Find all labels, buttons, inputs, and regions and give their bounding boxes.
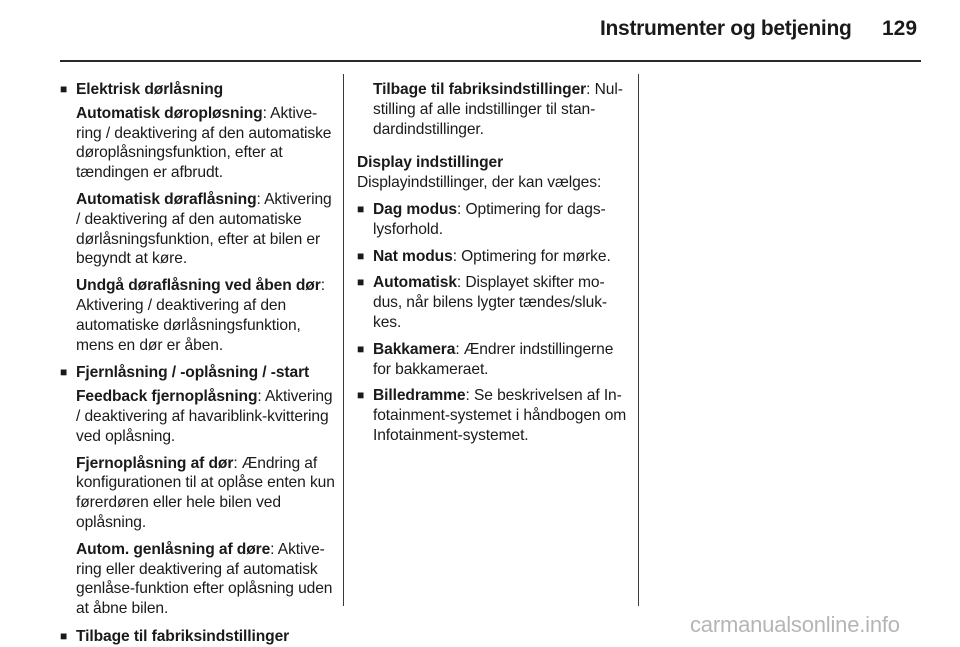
setting-description: : Optimering for dagslysforhold. bbox=[373, 200, 606, 238]
bullet-square-icon: ■ bbox=[60, 365, 68, 380]
setting-description: : Aktivering / deaktivering af havariblink-kvittering ved oplåsning. bbox=[76, 388, 333, 445]
column-left bbox=[60, 80, 336, 647]
header-divider bbox=[60, 60, 921, 62]
section-title: Tilbage til fabriksindstillinger bbox=[76, 627, 290, 645]
setting-description: : Aktivering / deaktivering af den automatiske døroplåsningsfunktion, efter at tændingen er afbrudt. bbox=[76, 104, 332, 182]
setting-description: : Displayet skifter modus, når bilens lygter tændes/slukkes. bbox=[373, 274, 608, 331]
list-item bbox=[357, 247, 627, 267]
setting-description: : Se beskrivelsen af Infotainment-systemet i håndbogen om Infotainment-systemet. bbox=[373, 387, 627, 444]
page-number: 129 bbox=[882, 17, 918, 40]
setting-term: Automatisk døropløsning bbox=[76, 104, 263, 122]
list-item bbox=[357, 273, 627, 332]
setting-description: : Aktivering / deaktivering af den automatiske dørlåsningsfunktion, mens en dør er åben. bbox=[76, 277, 325, 354]
setting-term: Dag modus bbox=[373, 200, 458, 218]
section-intro: Displayindstillinger, der kan vælges: bbox=[357, 174, 602, 192]
setting-item bbox=[76, 276, 336, 355]
setting-item bbox=[373, 80, 627, 139]
setting-term: Automatisk døraflåsning bbox=[76, 190, 257, 208]
bullet-square-icon: ■ bbox=[357, 201, 365, 216]
column-divider-left bbox=[343, 74, 344, 606]
setting-description: : Aktivering eller deaktivering af automatisk genlåse-funktion efter oplåsning uden at åbne bilen. bbox=[76, 540, 333, 618]
bullet-square-icon: ■ bbox=[60, 82, 68, 96]
watermark: carmanualsonline.info bbox=[690, 612, 900, 637]
list-item bbox=[357, 200, 627, 240]
setting-term: Feedback fjernoplåsning bbox=[76, 388, 258, 406]
bullet-square-icon: ■ bbox=[357, 248, 365, 263]
column-middle bbox=[357, 80, 627, 446]
column-divider-right bbox=[638, 74, 639, 606]
setting-term: Billedramme bbox=[373, 387, 466, 405]
setting-term: Automatisk bbox=[373, 274, 457, 292]
setting-item bbox=[76, 454, 336, 533]
section-factory-reset bbox=[60, 627, 336, 647]
setting-description: : Ændrer indstillingerne for bakkameraet. bbox=[373, 340, 614, 378]
section-door-locking bbox=[60, 80, 336, 355]
setting-item bbox=[76, 190, 336, 269]
bullet-square-icon: ■ bbox=[357, 341, 365, 356]
setting-term: Nat modus bbox=[373, 247, 453, 265]
list-item bbox=[357, 340, 627, 380]
section-title: Elektrisk dørlåsning bbox=[76, 81, 224, 98]
setting-term: Autom. genlåsning af døre bbox=[76, 540, 271, 558]
section-title: Display indstillinger bbox=[357, 154, 504, 172]
setting-term: Undgå døraflåsning ved åben dør bbox=[76, 277, 321, 295]
setting-item bbox=[76, 540, 336, 619]
setting-description: : Aktivering / deaktivering af den automatiske dørlåsningsfunktion, efter at bilen er begyndt at køre. bbox=[76, 190, 332, 268]
setting-item bbox=[76, 104, 336, 183]
bullet-square-icon: ■ bbox=[357, 388, 365, 403]
setting-description: : Optimering for mørke. bbox=[452, 247, 611, 265]
list-item bbox=[357, 386, 627, 445]
bullet-square-icon: ■ bbox=[357, 275, 365, 290]
section-remote-locking bbox=[60, 363, 336, 619]
section-heading-row bbox=[60, 363, 336, 383]
setting-description: : Nulstilling af alle indstillinger til standardindstillinger. bbox=[373, 81, 623, 138]
setting-term: Tilbage til fabriksindstillinger bbox=[373, 81, 587, 98]
page-title: Instrumenter og betjening bbox=[600, 17, 852, 40]
display-options-list bbox=[357, 200, 627, 446]
setting-term: Fjernoplåsning af dør bbox=[76, 454, 234, 472]
setting-item bbox=[76, 387, 336, 446]
section-heading-row bbox=[60, 80, 336, 100]
bullet-square-icon: ■ bbox=[60, 628, 68, 643]
setting-term: Bakkamera bbox=[373, 340, 456, 358]
setting-description: : Ændring af konfigurationen til at oplåse enten kun førerdøren eller hele bilen ved oplåsning. bbox=[76, 454, 335, 531]
section-heading-row bbox=[60, 627, 336, 647]
section-title: Fjernlåsning / -oplåsning / -start bbox=[76, 364, 310, 382]
